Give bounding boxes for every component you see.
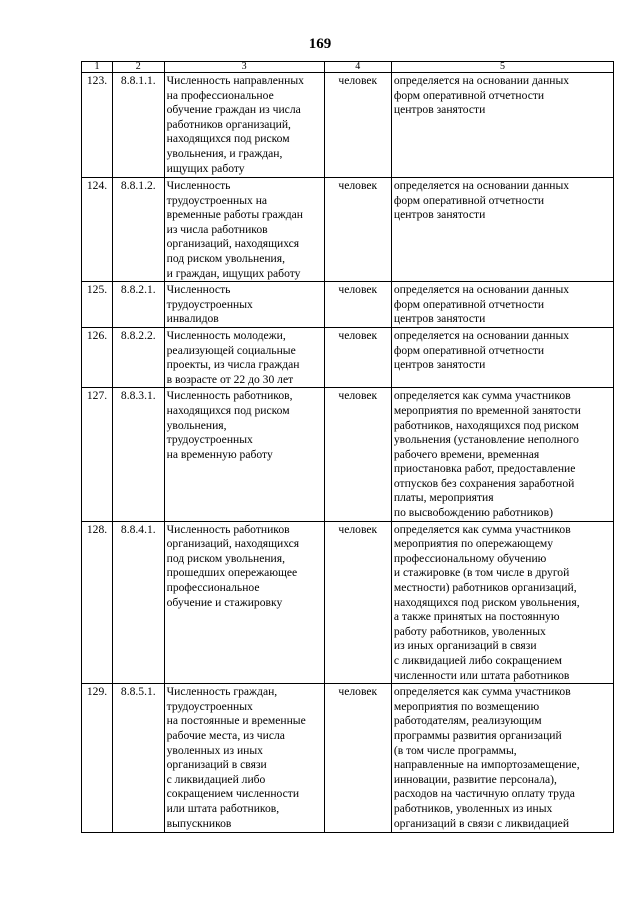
calculation-method-line: мероприятия по временной занятости bbox=[393, 403, 581, 417]
table-row bbox=[82, 73, 614, 178]
indicator-name-line: и граждан, ищущих работу bbox=[166, 266, 301, 280]
calculation-method-line: центров занятости bbox=[393, 358, 486, 372]
indicator-name-line: проекты, из числа граждан bbox=[166, 358, 300, 372]
indicator-name-line: трудоустроенных на bbox=[166, 193, 268, 207]
calculation-method-line: приостановка работ, предоставление bbox=[393, 462, 576, 476]
indicator-name-line: Численность направленных bbox=[166, 74, 304, 87]
header-col-5: 5 bbox=[391, 62, 613, 73]
table-row bbox=[82, 388, 614, 521]
indicator-name-line: Численность граждан, bbox=[166, 685, 278, 699]
unit-of-measure: человек bbox=[324, 684, 391, 833]
indicator-name-line: под риском увольнения, bbox=[166, 251, 285, 265]
calculation-method-line: из иных организаций в связи bbox=[393, 639, 537, 653]
indicator-name-line: обучение и стажировку bbox=[166, 595, 283, 609]
unit-of-measure: человек bbox=[324, 73, 391, 178]
indicator-code: 8.8.3.1. bbox=[112, 388, 164, 521]
indicator-name-line: инвалидов bbox=[166, 312, 219, 326]
table-row bbox=[82, 521, 614, 684]
table-row bbox=[82, 282, 614, 328]
indicator-name bbox=[164, 388, 324, 521]
calculation-method bbox=[391, 521, 613, 684]
calculation-method-line: определяется на основании данных bbox=[393, 179, 570, 192]
indicator-name-line: на постоянные и временные bbox=[166, 714, 306, 728]
table-header-row bbox=[82, 62, 614, 73]
indicator-name-line: Численность bbox=[166, 283, 231, 297]
calculation-method-line: организаций в связи с ликвидацией bbox=[393, 816, 570, 830]
calculation-method bbox=[391, 73, 613, 178]
indicator-name-line: трудоустроенных bbox=[166, 433, 253, 447]
indicator-name-line: Численность молодежи, bbox=[166, 328, 286, 342]
indicator-name-line: организаций, находящихся bbox=[166, 537, 300, 551]
calculation-method-line: профессиональному обучению bbox=[393, 551, 547, 565]
indicator-name bbox=[164, 178, 324, 282]
calculation-method-line: мероприятия по возмещению bbox=[393, 699, 540, 713]
indicator-name-line: из числа работников bbox=[166, 222, 268, 236]
unit-of-measure: человек bbox=[324, 178, 391, 282]
indicator-code: 8.8.5.1. bbox=[112, 684, 164, 833]
calculation-method-line: определяется как сумма участников bbox=[393, 685, 571, 699]
unit-of-measure: человек bbox=[324, 327, 391, 387]
calculation-method-line: работников, уволенных из иных bbox=[393, 801, 553, 815]
table-row bbox=[82, 178, 614, 282]
calculation-method-line: работу работников, уволенных bbox=[393, 624, 546, 638]
indicator-name bbox=[164, 282, 324, 328]
indicator-name-line: обучение граждан из числа bbox=[166, 103, 301, 117]
calculation-method-line: определяется на основании данных bbox=[393, 283, 570, 297]
calculation-method bbox=[391, 282, 613, 328]
calculation-method-line: определяется как сумма участников bbox=[393, 522, 571, 536]
indicator-code: 8.8.2.1. bbox=[112, 282, 164, 328]
indicator-name-line: находящихся под риском bbox=[166, 132, 290, 146]
table-row bbox=[82, 327, 614, 387]
calculation-method-line: находящихся под риском увольнения, bbox=[393, 595, 580, 609]
calculation-method-line: численности или штата работников bbox=[393, 668, 570, 682]
calculation-method-line: центров занятости bbox=[393, 208, 486, 222]
indicator-name-line: Численность работников, bbox=[166, 389, 293, 403]
indicators-table bbox=[81, 61, 614, 833]
indicator-name-line: выпускников bbox=[166, 816, 232, 830]
calculation-method-line: а также принятых на постоянную bbox=[393, 610, 560, 624]
indicator-name-line: работников организаций, bbox=[166, 117, 291, 131]
indicator-name-line: трудоустроенных bbox=[166, 297, 253, 311]
indicator-name-line: находящихся под риском bbox=[166, 403, 290, 417]
unit-of-measure: человек bbox=[324, 282, 391, 328]
header-col-3: 3 bbox=[164, 62, 324, 73]
indicator-name-line: или штата работников, bbox=[166, 801, 280, 815]
calculation-method-line: платы, мероприятия bbox=[393, 491, 494, 505]
indicator-name-line: с ликвидацией либо bbox=[166, 772, 266, 786]
row-number: 129. bbox=[82, 684, 113, 833]
calculation-method-line: с ликвидацией либо сокращением bbox=[393, 654, 562, 667]
calculation-method bbox=[391, 388, 613, 521]
calculation-method-line: рабочего времени, временная bbox=[393, 447, 540, 461]
calculation-method-line: форм оперативной отчетности bbox=[393, 343, 545, 357]
row-number: 124. bbox=[82, 178, 113, 282]
row-number: 123. bbox=[82, 73, 113, 178]
header-col-1: 1 bbox=[82, 62, 113, 73]
calculation-method-line: расходов на частичную оплату труда bbox=[393, 787, 575, 801]
indicator-code: 8.8.1.2. bbox=[112, 178, 164, 282]
indicator-name-line: на временную работу bbox=[166, 447, 273, 461]
indicator-name-line: организаций, находящихся bbox=[166, 237, 300, 251]
calculation-method-line: и стажировке (в том числе в другой bbox=[393, 566, 570, 580]
calculation-method-line: инновации, развитие персонала), bbox=[393, 772, 557, 786]
indicator-name-line: увольнения, bbox=[166, 418, 227, 432]
indicator-code: 8.8.1.1. bbox=[112, 73, 164, 178]
calculation-method-line: по высвобождению работников) bbox=[393, 506, 553, 520]
calculation-method bbox=[391, 327, 613, 387]
indicator-name-line: в возрасте от 22 до 30 лет bbox=[166, 372, 294, 386]
calculation-method bbox=[391, 684, 613, 833]
indicator-name-line: прошедших опережающее bbox=[166, 566, 298, 580]
indicator-name bbox=[164, 684, 324, 833]
indicator-name-line: Численность bbox=[166, 179, 231, 192]
calculation-method-line: программы развития организаций bbox=[393, 728, 562, 742]
calculation-method bbox=[391, 178, 613, 282]
indicator-code: 8.8.4.1. bbox=[112, 521, 164, 684]
indicator-name-line: реализующей социальные bbox=[166, 343, 296, 357]
unit-of-measure: человек bbox=[324, 521, 391, 684]
indicator-name-line: на профессиональное bbox=[166, 88, 274, 102]
indicator-name-line: уволенных из иных bbox=[166, 743, 263, 757]
row-number: 125. bbox=[82, 282, 113, 328]
calculation-method-line: центров занятости bbox=[393, 103, 486, 117]
indicator-name bbox=[164, 73, 324, 178]
indicator-name-line: организаций в связи bbox=[166, 758, 267, 772]
indicator-name-line: Численность работников bbox=[166, 522, 290, 536]
calculation-method-line: определяется как сумма участников bbox=[393, 389, 571, 403]
indicator-name-line: увольнения, и граждан, bbox=[166, 146, 283, 160]
calculation-method-line: работодателям, реализующим bbox=[393, 714, 542, 728]
calculation-method-line: работников, находящихся под риском bbox=[393, 418, 579, 432]
table-row bbox=[82, 684, 614, 833]
calculation-method-line: (в том числе программы, bbox=[393, 743, 517, 757]
indicator-name-line: ищущих работу bbox=[166, 161, 245, 175]
indicator-name-line: профессиональное bbox=[166, 581, 260, 595]
calculation-method-line: мероприятия по опережающему bbox=[393, 537, 554, 551]
calculation-method-line: форм оперативной отчетности bbox=[393, 193, 545, 207]
row-number: 126. bbox=[82, 327, 113, 387]
calculation-method-line: форм оперативной отчетности bbox=[393, 88, 545, 102]
calculation-method-line: определяется на основании данных bbox=[393, 74, 570, 87]
indicator-code: 8.8.2.2. bbox=[112, 327, 164, 387]
calculation-method-line: отпусков без сохранения заработной bbox=[393, 476, 575, 490]
calculation-method-line: увольнения (установление неполного bbox=[393, 433, 579, 447]
indicator-name-line: сокращением численности bbox=[166, 787, 300, 801]
indicator-name-line: рабочие места, из числа bbox=[166, 728, 285, 742]
calculation-method-line: центров занятости bbox=[393, 312, 486, 326]
indicator-name-line: временные работы граждан bbox=[166, 208, 303, 222]
row-number: 128. bbox=[82, 521, 113, 684]
indicator-name-line: под риском увольнения, bbox=[166, 551, 285, 565]
indicator-name bbox=[164, 327, 324, 387]
calculation-method-line: форм оперативной отчетности bbox=[393, 297, 545, 311]
indicator-name-line: трудоустроенных bbox=[166, 699, 253, 713]
page-number: 169 bbox=[308, 36, 332, 52]
calculation-method-line: направленные на импортозамещение, bbox=[393, 758, 580, 772]
unit-of-measure: человек bbox=[324, 388, 391, 521]
calculation-method-line: определяется на основании данных bbox=[393, 328, 570, 342]
header-col-4: 4 bbox=[324, 62, 391, 73]
header-col-2: 2 bbox=[112, 62, 164, 73]
calculation-method-line: местности) работников организаций, bbox=[393, 581, 577, 595]
row-number: 127. bbox=[82, 388, 113, 521]
indicator-name bbox=[164, 521, 324, 684]
